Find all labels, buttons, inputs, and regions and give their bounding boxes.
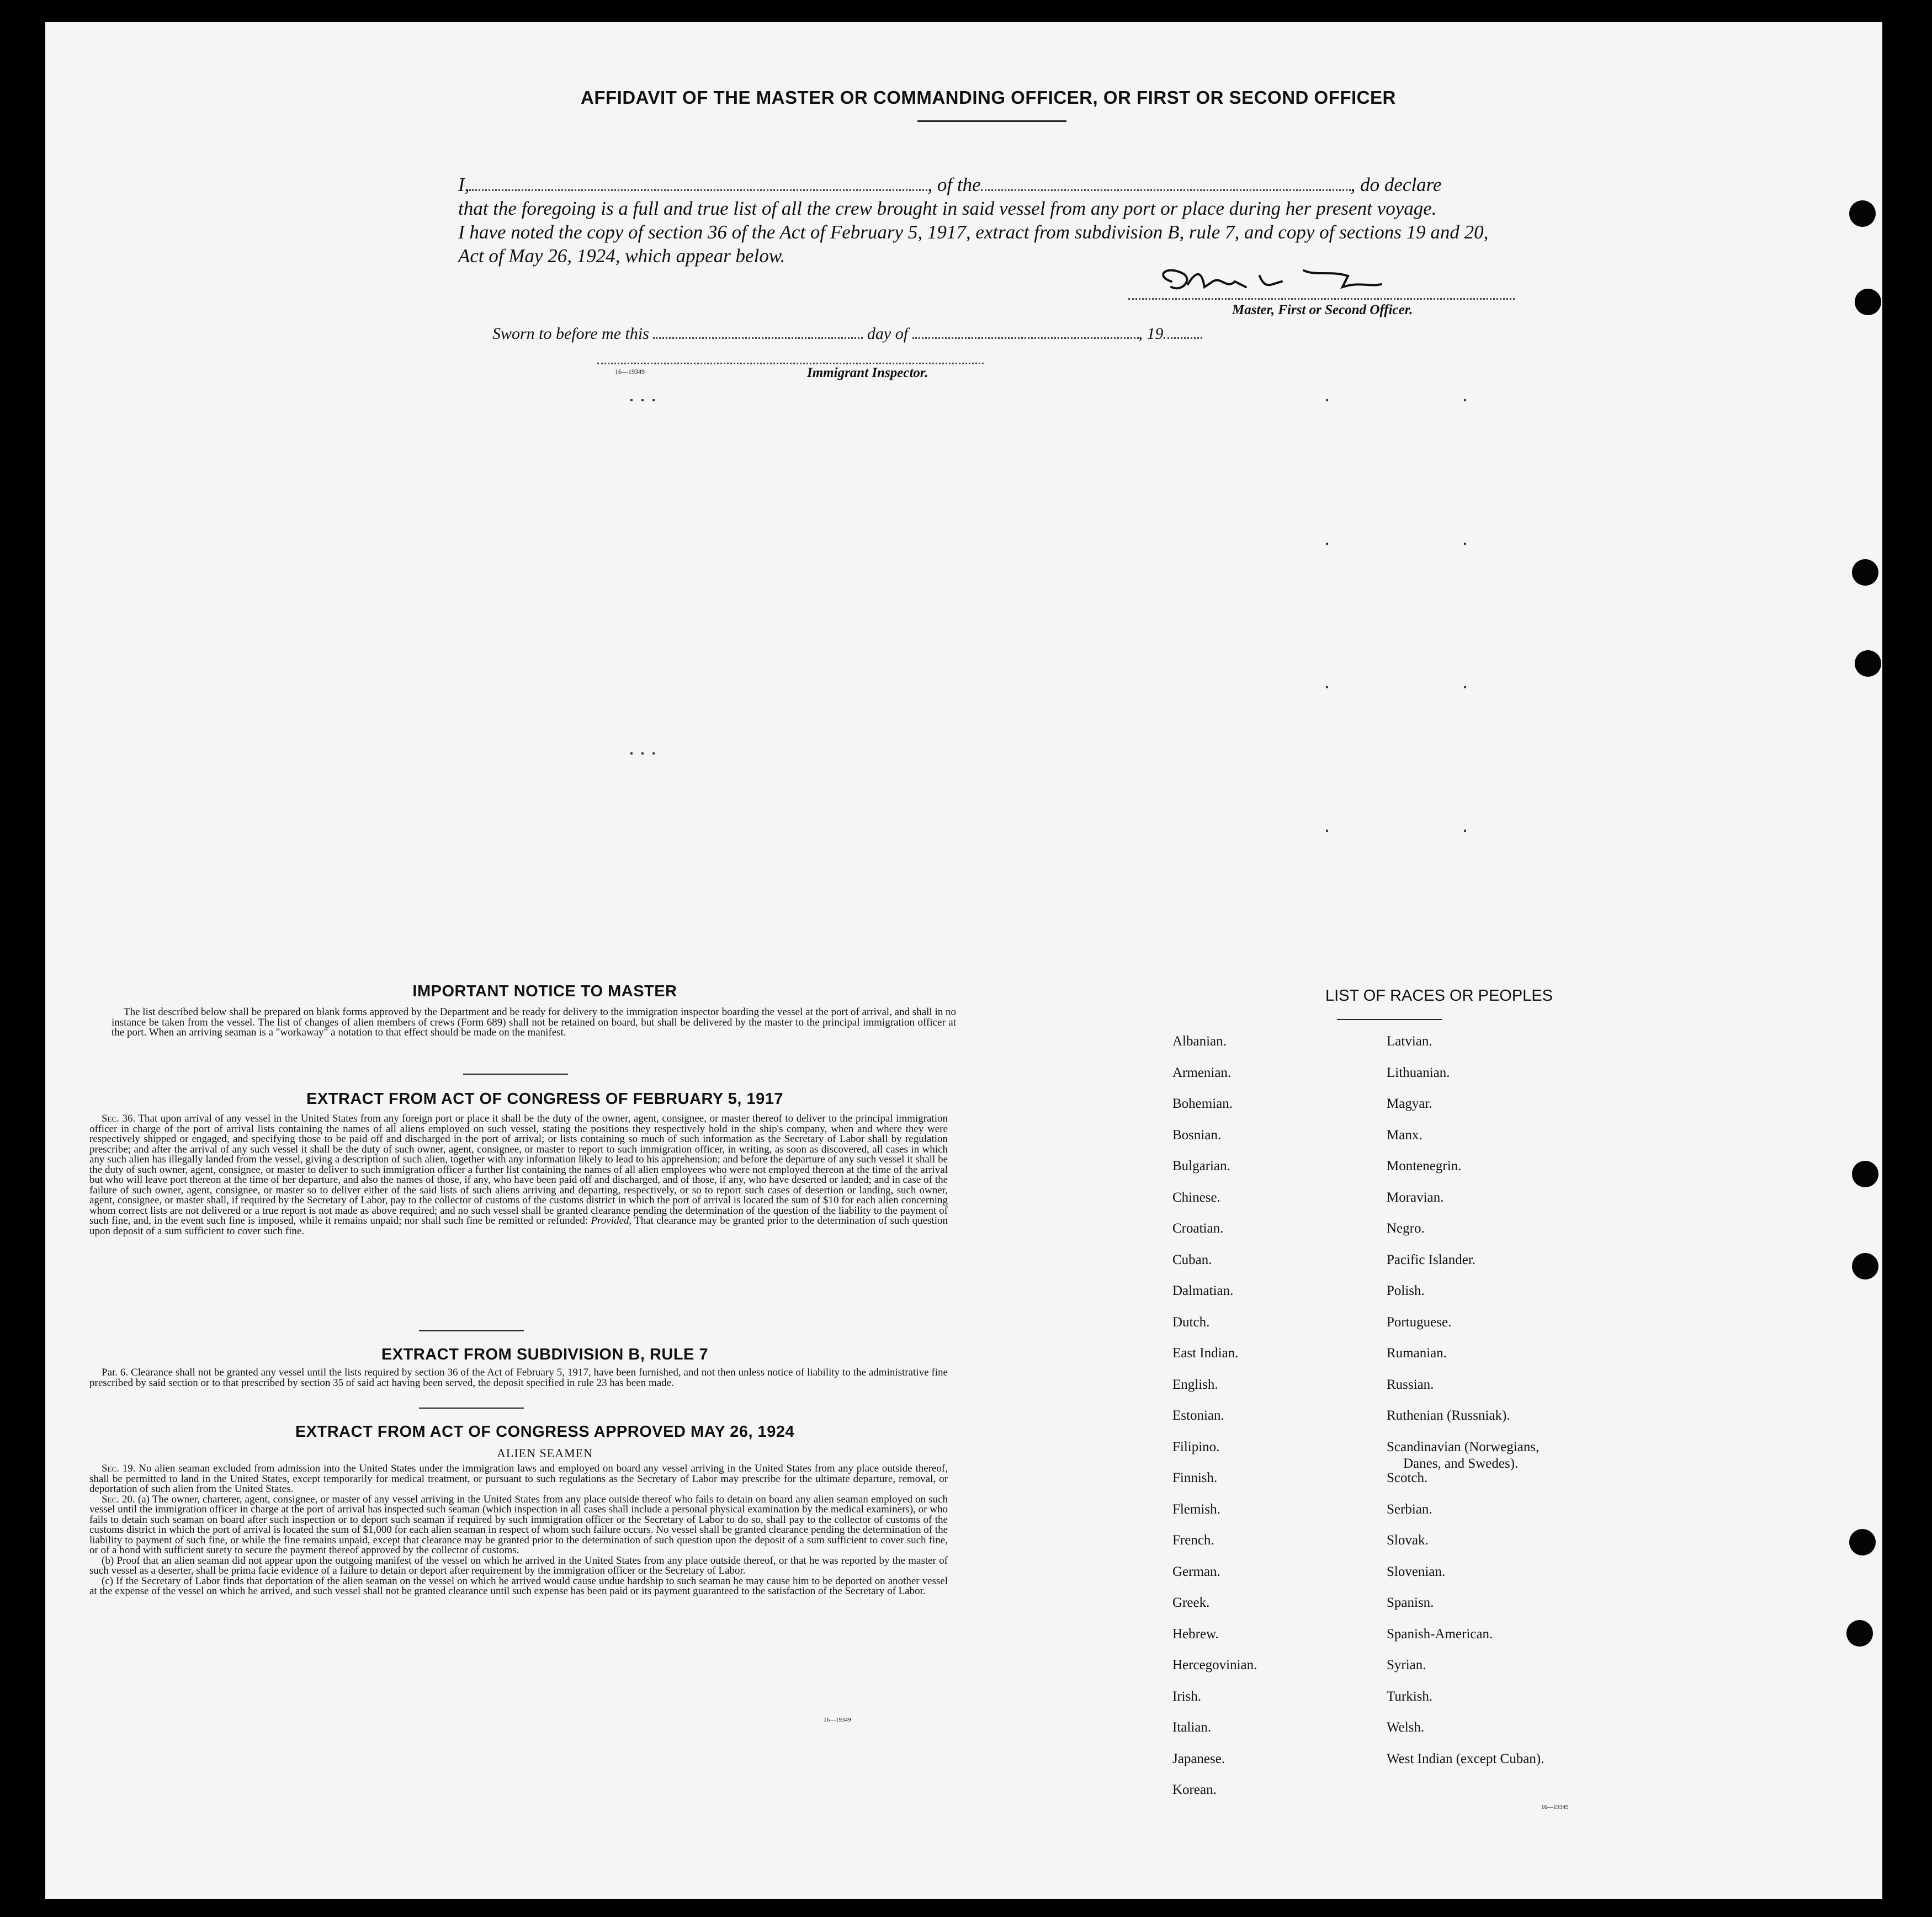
affidavit-line-3: I have noted the copy of section 36 of the Act of February 5, 1917, extract from subdivision B, rule 7, and copy of sections 19 and 20, bbox=[458, 221, 1489, 243]
race-item: Turkish. bbox=[1387, 1688, 1433, 1704]
race-item: Latvian. bbox=[1387, 1034, 1432, 1049]
race-item: Albanian. bbox=[1172, 1034, 1227, 1049]
speck bbox=[1326, 543, 1328, 545]
speck bbox=[1326, 399, 1328, 401]
race-item: Bohemian. bbox=[1172, 1096, 1233, 1111]
race-item: Danes, and Swedes). bbox=[1403, 1456, 1519, 1471]
punch-hole bbox=[1849, 1529, 1876, 1555]
race-item: Estonian. bbox=[1172, 1408, 1224, 1423]
races-form-number: 16—19349 bbox=[1541, 1804, 1569, 1810]
race-item: Finnish. bbox=[1172, 1470, 1218, 1485]
notice-form-number: 16—19349 bbox=[824, 1717, 851, 1723]
notice-text: The list described below shall be prepared on blank forms approved by the Department and be ready for delivery to the immigration inspector boarding the vessel at the port of arrival, and shall in no instance be taken from the vessel. The list of changes of alien members of crews (Form 689) shall not be retained on board, but shall be delivered by the master to the principal immigration officer at the port. When an arriving seaman is a "workaway" a notation to that effect should be made on the manifest. bbox=[112, 1006, 956, 1038]
race-item: English. bbox=[1172, 1377, 1218, 1392]
affidavit-declare: , do declare bbox=[1350, 174, 1442, 195]
sec36-text-end: That clearance may be granted prior to the determination of such question upon deposit of a sum sufficient to cover such fine. bbox=[89, 1215, 948, 1237]
affidavit-line-2: that the foregoing is a full and true list of all the crew brought in said vessel from any port or place during her present voyage. bbox=[458, 198, 1437, 219]
sec36-text: That upon arrival of any vessel in the United States from any foreign port or place it shall be the duty of the owner, agent, consignee, or master thereof to deliver to the principal immigration officer in charge of the port of arrival lists containing the names of all aliens employed on such vessel, stating the positions they respectively hold in the ship's company, when and where they were respectively shipped or engaged, and specifying those to be paid off and discharged in the port of arrival; or lists containing so much of such information as the Secretary of Labor shall by regulation prescribe; and after the arrival of any such vessel it shall be the duty of such owner, agent, consignee, or master to report to such immigration officer, in writing, as soon as discovered, all cases in which any such alien has illegally landed from the vessel, giving a description of such alien, together with any information likely to lead to his apprehension; and before the departure of any such vessel it shall be the duty of such owner, agent, consignee, or master to deliver to such immigration officer a further list containing the names of all alien employees who were not employed thereon at the time of the arrival but who will leave port thereon at the time of her departure, and also the names of those, if any, who have been paid off and discharged, and of those, if any, who have deserted or landed; and in case of the failure of such owner, agent, consignee, or master so to deliver either of the said lists of such aliens arriving and departing, respectively, or so to report such cases of desertion or landing, such owner, agent, consignee, or master shall, if required by the Secretary of Labor, pay to the collector of customs of the customs district in which the port of arrival is located the sum of $10 for each alien concerning whom correct lists are not delivered or a true report is not made as above required; and no such vessel shall be granted clearance pending the determination of the question of the liability to the payment of such fine, and, in the event such fine is imposed, while it remains unpaid; nor shall such fine be remitted or refunded: bbox=[89, 1113, 948, 1226]
race-item: Hercegovinian. bbox=[1172, 1658, 1257, 1672]
speck bbox=[652, 752, 655, 755]
speck bbox=[652, 399, 655, 401]
sworn-day-blank bbox=[653, 336, 863, 339]
sworn-month-blank bbox=[912, 336, 1139, 339]
race-item: Croatian. bbox=[1172, 1221, 1224, 1236]
sec20a-text: (a) The owner, charterer, agent, consignee, or master of any vessel arriving in the United States from any place outside thereof who fails to detain on board any alien seaman employed on such vessel until the immigration officer in charge at the port of arrival has inspected such seaman (which inspection in all cases shall include a personal physical examination by the medical examiners), or who fails to detain such seaman on board after such inspection or to deport such seaman if required by such immigration officer or the Secretary of Labor to do so, shall pay to the collector of customs of the customs district in which the port of arrival is located the sum of $1,000 for each alien seaman in respect of whom such failure occurs. No vessel shall be granted clearance pending the determination of the liability to payment of such fine, or while the fine remains unpaid, except that clearance may be granted prior to the determination of such question upon the deposit of a sum sufficient to cover such fine, or of a bond with sufficient surety to secure the payment thereof approved by the collector of customs. bbox=[89, 1493, 948, 1556]
inspector-signature-line bbox=[597, 362, 984, 364]
race-item: West Indian (except Cuban). bbox=[1387, 1751, 1544, 1766]
race-item: Negro. bbox=[1387, 1221, 1425, 1236]
race-item: Moravian. bbox=[1387, 1190, 1444, 1205]
race-item: Scandinavian (Norwegians, bbox=[1387, 1439, 1540, 1454]
notice-body bbox=[112, 1007, 956, 1038]
punch-hole bbox=[1846, 1620, 1873, 1647]
inspector-form-number: 16—19349 bbox=[615, 368, 645, 375]
sworn-year-blank bbox=[1164, 336, 1202, 339]
sworn-day-of: day of bbox=[867, 325, 909, 343]
race-item: Dalmatian. bbox=[1172, 1283, 1234, 1298]
race-item: Manx. bbox=[1387, 1127, 1423, 1143]
vessel-blank bbox=[981, 188, 1351, 191]
inspector-caption: Immigrant Inspector. bbox=[807, 365, 928, 380]
race-item: East Indian. bbox=[1172, 1346, 1239, 1361]
race-item: Montenegrin. bbox=[1387, 1159, 1462, 1173]
sworn-year: , 19 bbox=[1138, 325, 1164, 343]
race-item: Dutch. bbox=[1172, 1314, 1210, 1330]
race-item: Syrian. bbox=[1387, 1658, 1426, 1672]
race-item: Filipino. bbox=[1172, 1439, 1220, 1454]
punch-hole bbox=[1852, 1253, 1878, 1279]
rule-divider bbox=[419, 1330, 524, 1331]
extract-1917-body bbox=[89, 1114, 948, 1236]
race-item: German. bbox=[1172, 1564, 1220, 1579]
race-item: Korean. bbox=[1172, 1782, 1217, 1797]
speck bbox=[1326, 830, 1328, 832]
provided-label: Provided, bbox=[591, 1215, 632, 1226]
sec20-label: Sec. 20. bbox=[102, 1493, 135, 1505]
rule-divider bbox=[419, 1408, 524, 1409]
speck bbox=[630, 752, 633, 755]
race-item: Magyar. bbox=[1387, 1096, 1432, 1111]
affidavit-title: AFFIDAVIT OF THE MASTER OR COMMANDING OFFICER, OR FIRST OR SECOND OFFICER bbox=[581, 87, 1396, 108]
race-item: Irish. bbox=[1172, 1688, 1202, 1704]
affidavit-of-the: , of the bbox=[927, 174, 981, 195]
punch-hole bbox=[1852, 1161, 1878, 1187]
speck bbox=[641, 399, 644, 401]
speck bbox=[1326, 686, 1328, 688]
rule7-title: EXTRACT FROM SUBDIVISION B, RULE 7 bbox=[381, 1346, 709, 1363]
punch-hole bbox=[1849, 200, 1876, 227]
race-item: Slovenian. bbox=[1387, 1564, 1446, 1579]
race-item: Bosnian. bbox=[1172, 1127, 1222, 1143]
speck bbox=[1464, 399, 1466, 401]
signature-caption: Master, First or Second Officer. bbox=[1232, 302, 1413, 317]
race-item: Armenian. bbox=[1172, 1065, 1232, 1080]
rule7-text: Par. 6. Clearance shall not be granted any vessel until the lists required by section 36 of the Act of February 5, 1917, have been furnished, and not then unless notice of liability to the administrative fine prescribed by said section or to that prescribed by section 35 of said act having been served, the deposit specified in rule 23 has been made. bbox=[89, 1367, 948, 1389]
race-item: Hebrew. bbox=[1172, 1626, 1219, 1642]
alien-seamen-subtitle: ALIEN SEAMEN bbox=[497, 1446, 593, 1460]
races-title: LIST OF RACES OR PEOPLES bbox=[1325, 987, 1553, 1005]
race-item: Lithuanian. bbox=[1387, 1065, 1450, 1080]
race-item: Japanese. bbox=[1172, 1751, 1225, 1766]
race-item: Russian. bbox=[1387, 1377, 1434, 1392]
sec19-text: No alien seaman excluded from admission into the United States under the immigration laws and employed on board any vessel arriving in the United States from any place outside thereof, shall be permitted to land in the United States, except temporarily for medical treatment, or pursuant to such regulations as the Secretary of Labor may prescribe for the ultimate departure, removal, or deportation of such alien from the United States. bbox=[89, 1463, 948, 1495]
sec20b-text: (b) Proof that an alien seaman did not appear upon the outgoing manifest of the vessel on which he arrived in the United States from any place outside thereof, or that he was reported by the master of such vessel as a deserter, shall be prima facie evidence of a failure to detain or deport after requirement by the immigration officer or the Secretary of Labor. bbox=[89, 1554, 948, 1576]
speck bbox=[1464, 830, 1466, 832]
race-item: Italian. bbox=[1172, 1720, 1212, 1735]
race-item: Ruthenian (Russniak). bbox=[1387, 1408, 1510, 1423]
race-item: Spanish-American. bbox=[1387, 1626, 1493, 1642]
race-item: Welsh. bbox=[1387, 1720, 1425, 1735]
rule7-body bbox=[89, 1368, 948, 1388]
race-item: Portuguese. bbox=[1387, 1314, 1452, 1330]
extract-1917-title: EXTRACT FROM ACT OF CONGRESS OF FEBRUARY 5, 1917 bbox=[306, 1090, 784, 1108]
races-rule bbox=[1337, 1019, 1442, 1020]
signature-line bbox=[1128, 297, 1515, 300]
race-item: Serbian. bbox=[1387, 1501, 1432, 1517]
race-item: Polish. bbox=[1387, 1283, 1425, 1298]
punch-hole bbox=[1855, 289, 1881, 315]
punch-hole bbox=[1855, 650, 1881, 677]
rule-divider bbox=[463, 1074, 568, 1075]
sworn-prefix: Sworn to before me this bbox=[492, 325, 649, 343]
name-blank bbox=[469, 188, 927, 191]
notice-title: IMPORTANT NOTICE TO MASTER bbox=[412, 983, 677, 1000]
race-item: Rumanian. bbox=[1387, 1346, 1447, 1361]
race-item: French. bbox=[1172, 1533, 1214, 1548]
sec36-label: Sec. 36. bbox=[102, 1113, 136, 1124]
sec19-label: Sec. 19. bbox=[102, 1463, 136, 1474]
affidavit-i: I, bbox=[458, 174, 470, 195]
race-item: Pacific Islander. bbox=[1387, 1252, 1476, 1267]
affidavit-line-1 bbox=[458, 174, 1442, 196]
speck bbox=[1464, 543, 1466, 545]
race-item: Greek. bbox=[1172, 1595, 1210, 1610]
race-item: Bulgarian. bbox=[1172, 1159, 1230, 1173]
speck bbox=[1464, 686, 1466, 688]
race-item: Flemish. bbox=[1172, 1501, 1220, 1517]
sec20c-text: (c) If the Secretary of Labor finds that deportation of the alien seaman on the vessel on which he arrived would cause undue hardship to such seaman he may cause him to be deported on another vessel at the expense of the vessel on which he arrived, and such vessel shall not be granted clearance until such expense has been paid or its payment guaranteed to the satisfaction of the Secretary of Labor. bbox=[89, 1575, 948, 1597]
race-item: Chinese. bbox=[1172, 1190, 1220, 1205]
speck bbox=[630, 399, 633, 401]
extract-1924-title: EXTRACT FROM ACT OF CONGRESS APPROVED MAY 26, 1924 bbox=[295, 1423, 795, 1441]
document-page bbox=[45, 22, 1882, 1899]
speck bbox=[641, 752, 644, 755]
sworn-line bbox=[492, 325, 1202, 343]
title-rule bbox=[917, 120, 1066, 122]
race-item: Slovak. bbox=[1387, 1533, 1429, 1548]
affidavit-line-4: Act of May 26, 1924, which appear below. bbox=[458, 245, 785, 267]
extract-1924-body bbox=[89, 1464, 948, 1597]
race-item: Spanisn. bbox=[1387, 1595, 1434, 1610]
punch-hole bbox=[1852, 559, 1878, 586]
race-item: Cuban. bbox=[1172, 1252, 1212, 1267]
race-item: Scotch. bbox=[1387, 1470, 1428, 1485]
